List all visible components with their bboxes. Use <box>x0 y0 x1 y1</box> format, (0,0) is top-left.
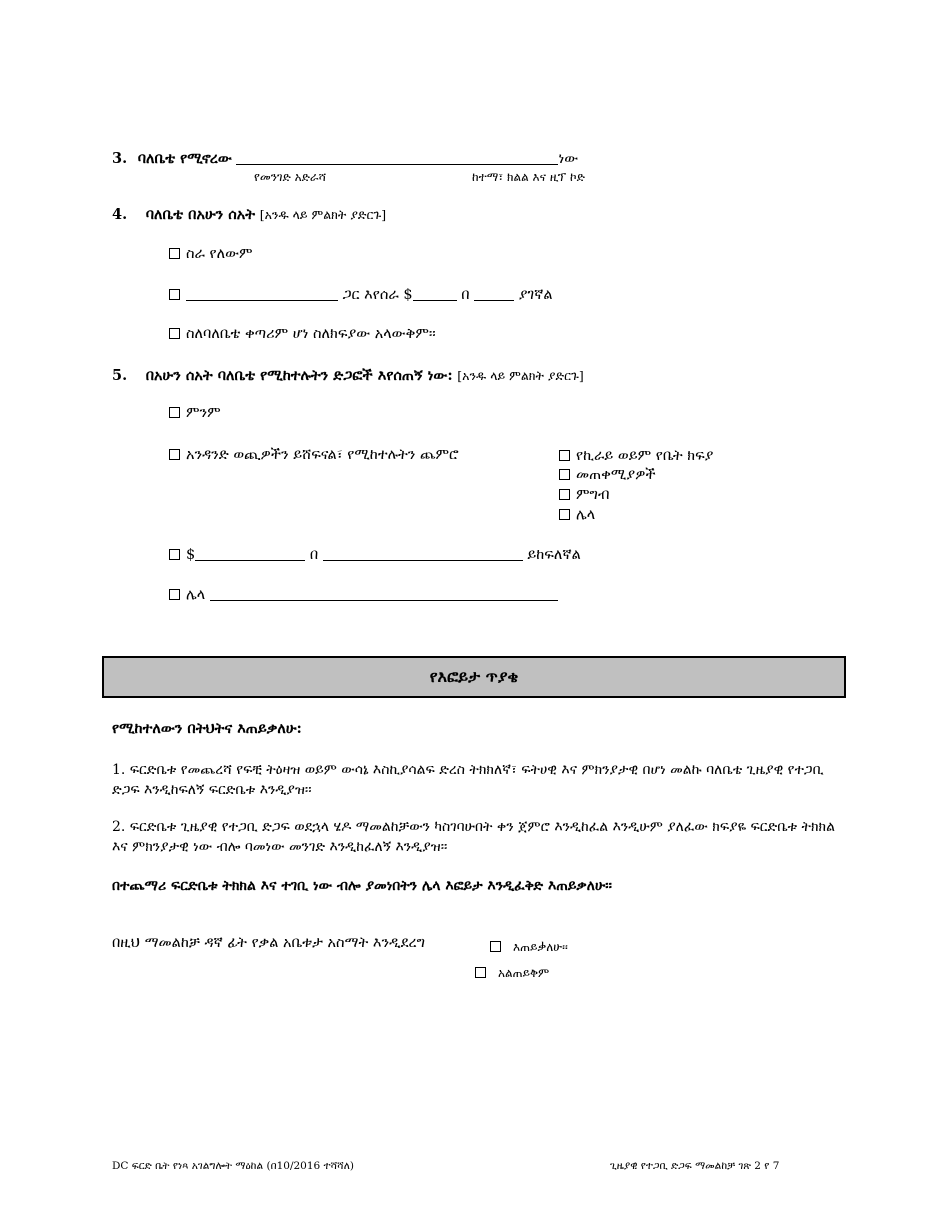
item-5-option-other[interactable] <box>169 586 558 603</box>
footer-right: ጊዜያዊ የተጋቢ ድጋፍ ማመልከቻ ገጽ 2 የ 7 <box>610 1160 780 1172</box>
hearing-yes-option[interactable] <box>490 936 568 955</box>
item-4-note: [አንዱ ላይ ምልክት ያድርጉ] <box>259 207 387 222</box>
paragraph-2: 2. ፍርድቤቱ ጊዜያዊ የተጋቢ ድጋፍ ወደኋላ ሄዶ ማመልከቻውን ካስገባሁበት ቀን ጀምሮ እንዲከፈል እንዲሁም ያለፈው ክፍያዬ ፍርድቤቱ ትክክል እና ምክንያታዊ ነው ብሎ ባመነው መንገድ እንዲከፈለኝ እንዲያዝ፡፡ <box>112 819 835 855</box>
sub-option-label: የኪራይ ወይም የቤት ክፍያ <box>576 448 714 464</box>
sub-option-label: መጠቀሚያዎች <box>576 467 656 483</box>
item-3-label: ባለቤቴ የሚኖረው <box>137 150 232 167</box>
hearing-no-label: አልጠይቅም <box>498 966 550 980</box>
checkbox[interactable] <box>169 589 180 600</box>
item-3-suffix: ነው <box>558 151 579 167</box>
hearing-yes-label: እጠይቃለሁ፡፡ <box>513 940 568 954</box>
item-5-number: 5. <box>112 367 128 384</box>
request-intro-text: የሚከተለውን በትህትና እጠይቃለሁ: <box>112 720 302 737</box>
frequency-field[interactable] <box>323 546 523 561</box>
relief-request-header <box>102 656 846 698</box>
paragraph-1: 1. ፍርድቤቱ የመጨረሻ የፍቺ ትዕዛዝ ወይም ውሳኔ እስኪያሳልፍ ድረስ ትክክለኛ፣ ፍትሀዊ እና ምክንያታዊ በሆነ መልኩ ባለቤቴ ጊዜያዊ የተጋቢ ድጋፍ እንዲከፍለኝ ፍርድቤቱ እንዲያዝ፡፡ <box>112 762 824 798</box>
checkbox[interactable] <box>559 509 570 520</box>
item-4-label: ባለቤቴ በአሁን ሰአት <box>145 206 256 223</box>
checkbox[interactable] <box>169 549 180 560</box>
sub-option-utilities[interactable] <box>559 467 656 483</box>
checkbox[interactable] <box>559 489 570 500</box>
section-title: የእፎይታ ጥያቄ <box>429 667 519 686</box>
checkbox[interactable] <box>169 449 180 460</box>
option-label: አንዳንድ ወጪዎችን ይሸፍናል፣ የሚከተሉትን ጨምሮ <box>186 447 459 463</box>
item-4 <box>112 206 386 223</box>
amount-field[interactable] <box>195 546 305 561</box>
item-4-number: 4. <box>112 206 128 223</box>
item-5-option-pays[interactable] <box>169 546 581 563</box>
other-field[interactable] <box>210 586 558 601</box>
earns-text: ያገኛል <box>518 287 553 303</box>
hearing-no-option[interactable] <box>475 962 549 981</box>
sub-option-rent[interactable] <box>559 448 713 464</box>
item-3-number: 3. <box>112 150 128 167</box>
per-text: በ <box>309 547 319 563</box>
item-3 <box>112 150 578 167</box>
checkbox[interactable] <box>475 967 486 978</box>
paragraph-3: በተጨማሪ ፍርድቤቱ ትክክል እና ተገቢ ነው ብሎ ያመነበትን ሌላ እፎይታ እንዲፈቅድ እጠይቃለሁ፡፡ <box>112 878 612 894</box>
checkbox[interactable] <box>169 289 180 300</box>
checkbox[interactable] <box>559 469 570 480</box>
checkbox[interactable] <box>490 941 501 952</box>
item-4-option-unknown[interactable] <box>169 326 436 342</box>
employed-text: ጋር እየሰራ $ <box>342 287 413 303</box>
option-label: ስራ የለውም <box>186 246 253 262</box>
sub-option-label: ምግብ <box>576 487 610 503</box>
item-4-option-employed[interactable] <box>169 286 553 303</box>
sub-option-food[interactable] <box>559 487 609 503</box>
checkbox[interactable] <box>169 328 180 339</box>
sub-option-label: ሌላ <box>576 507 596 523</box>
pays-text: ይከፍለኛል <box>527 547 581 563</box>
per-text: በ <box>461 287 470 303</box>
item-4-option-unemployed[interactable] <box>169 246 253 262</box>
item-5-option-nothing[interactable] <box>169 405 221 421</box>
checkbox[interactable] <box>169 248 180 259</box>
hearing-question-text: በዚህ ማመልከቻ ዳኛ ፊት የቃል አቤቱታ አስማት እንዲደረግ <box>112 935 426 951</box>
dollar-sign: $ <box>186 547 196 563</box>
request-intro <box>112 720 302 737</box>
hearing-question <box>112 935 425 951</box>
city-state-zip-hint: ከተማ፣ ክልል እና ዚፕ ኮድ <box>472 170 585 184</box>
checkbox[interactable] <box>169 407 180 418</box>
option-label: ሌላ <box>186 587 206 603</box>
amount-field[interactable] <box>413 286 457 301</box>
footer-left: DC ፍርድ ቤት የነጻ አገልግሎት ማዕከል (በ10/2016 ተሻሻለ) <box>112 1160 354 1172</box>
item-5-label: በአሁን ሰአት ባለቤቴ የሚከተሉትን ድጋፎች እየሰጠኝ ነው: <box>145 367 453 384</box>
sub-option-other[interactable] <box>559 507 595 523</box>
checkbox[interactable] <box>559 450 570 461</box>
option-label: ምንም <box>186 405 221 421</box>
street-address-hint: የመንገድ አድራሻ <box>254 170 327 184</box>
option-label: ስለባለቤቴ ቀጣሪም ሆነ ስለክፍያው አላውቅም፡፡ <box>186 326 436 342</box>
item-5 <box>112 367 584 384</box>
address-field[interactable] <box>236 150 558 165</box>
item-5-note: [አንዱ ላይ ምልክት ያድርጉ] <box>457 368 584 383</box>
period-field[interactable] <box>474 286 514 301</box>
employer-field[interactable] <box>186 286 338 301</box>
item-5-option-some-expenses[interactable] <box>169 447 459 463</box>
